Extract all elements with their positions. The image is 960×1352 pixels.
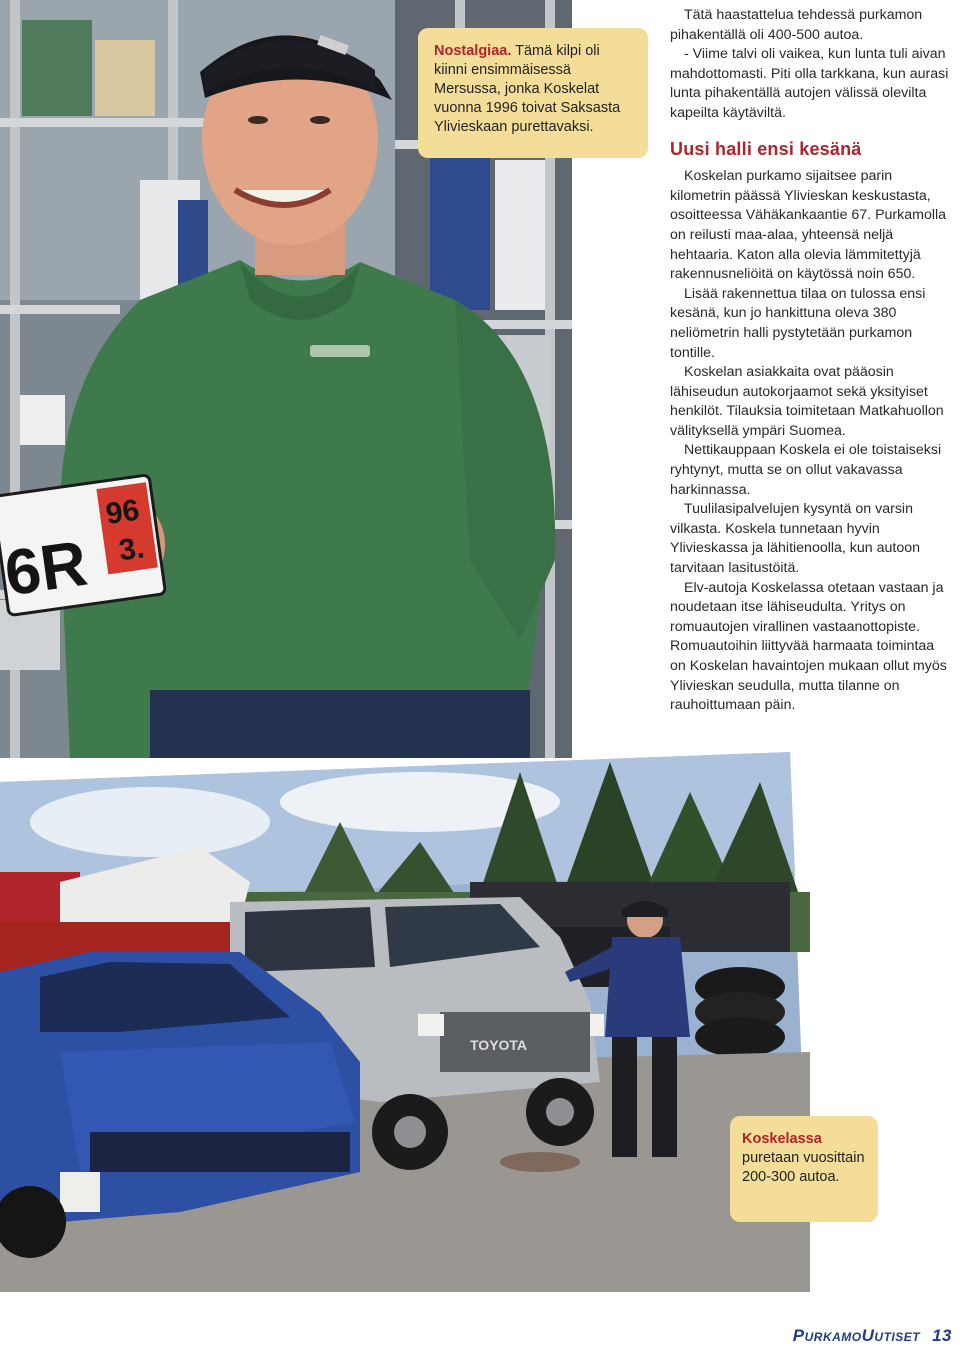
caption2-text: puretaan vuosittain 200-300 autoa. xyxy=(742,1150,865,1185)
plate-month: 3. xyxy=(116,531,147,568)
page-footer xyxy=(793,1326,952,1346)
magazine-brand: PurkamoUutiset xyxy=(792,1326,921,1345)
photo-scrapyard xyxy=(0,752,810,1292)
caption-text: Tämä kilpi oli kiinni ensimmäisessä Mersussa, jonka Koskelat vuonna 1996 toivat Saksasta Ylivieskaan purettavaksi. xyxy=(434,43,621,135)
intro-paragraph-1: Tätä haastattelua tehdessä purkamon pihakentällä oli 400-500 autoa. xyxy=(670,7,923,43)
plate-text: 6R xyxy=(0,526,92,610)
body-paragraph-6: Elv-autoja Koskelassa otetaan vastaan ja noudetaan itse lähiseudulta. Yritys on romuautojen virallinen vastaanottopiste. Romuautoihin liittyvää harmaata toimintaa on Koskelan havaintojen mukaan ollut myös Ylivieskan seudulla, mutta tilanne on rauhoittumaan päin. xyxy=(670,579,947,714)
caption2-lead: Koskelassa xyxy=(742,1131,822,1147)
body-paragraph-5: Tuulilasipalvelujen kysyntä on varsin vilkasta. Koskela tunnetaan hyvin Ylivieskassa ja lähitienoolla, kun autoon tarvitaan lasitustöitä. xyxy=(670,501,921,577)
caption-lead: Nostalgiaa. xyxy=(434,43,512,59)
body-paragraph-1: Koskelan purkamo sijaitsee parin kilometrin päässä Ylivieskan keskustasta, osoitteessa Vähäkankaantie 67. Purkamolla on reilusti maa-alaa, yhteensä neljä hehtaaria. Katon alla olevia lämmitettyjä rakennusneliöitä on käytössä noin 650. xyxy=(670,168,947,283)
caption-koskelassa xyxy=(730,1116,878,1222)
body-paragraph-3: Koskelan asiakkaita ovat pääosin lähiseudun autokorjaamot sekä yksityiset henkilöt. Tilauksia toimitetaan Matkahuollon välityksellä ympäri Suomea. xyxy=(670,364,944,439)
intro-paragraph-2: - Viime talvi oli vaikea, kun lunta tuli aivan mahdottomasti. Piti olla tarkkana, kun aurasi lunta pihakentällä autojen välissä olevilta kapeilta käytäviltä. xyxy=(670,46,949,121)
section-heading: Uusi halli ensi kesänä xyxy=(670,138,862,159)
scrapyard-illustration xyxy=(0,752,810,1292)
article-column xyxy=(670,6,950,716)
toyota-badge: TOYOTA xyxy=(470,1037,528,1053)
plate-year: 96 xyxy=(103,493,142,531)
body-paragraph-4: Nettikauppaan Koskela ei ole toistaiseksi ryhtynyt, mutta se on ollut vakavassa harkinnassa. xyxy=(670,442,942,498)
caption-nostalgia xyxy=(418,28,648,158)
body-paragraph-2: Lisää rakennettua tilaa on tulossa ensi kesänä, kun jo hankittuna oleva 380 neliömetrin halli pystytetään purkamon tontille. xyxy=(670,285,926,361)
page-number: 13 xyxy=(932,1326,952,1345)
